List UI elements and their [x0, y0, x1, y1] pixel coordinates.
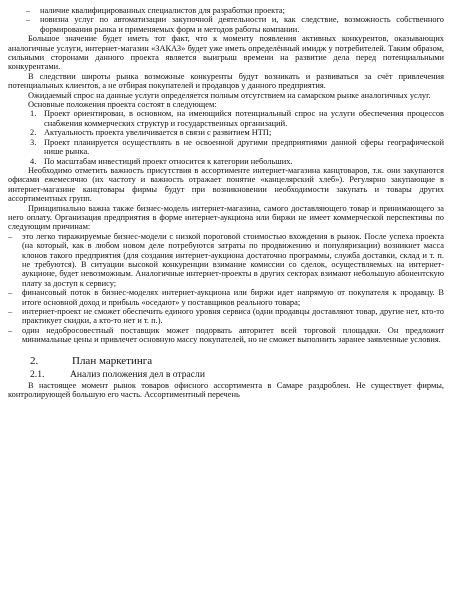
- paragraph: Необходимо отметить важность присутствия в ассортименте интернет-магазина канцтоваров, т.к. они закупаются офисами ежемесячно (их частоту и важность отражает понятие «канцелярский хлеб»). Регулярно закупающие в интернет-магазине канцтовары фирмы будут при возникновении необходимости закупать и товары других ассортиментных групп.: [8, 165, 444, 204]
- bullet-mark: –: [8, 231, 13, 241]
- bullet-mark: –: [26, 15, 31, 25]
- bullet-mark: –: [8, 288, 13, 298]
- item-number: 1.: [30, 109, 37, 119]
- subsection-number: 2.1.: [30, 368, 45, 380]
- numbered-item: [8, 128, 444, 137]
- bullet-item: [8, 6, 444, 15]
- item-number: 4.: [30, 156, 37, 166]
- reason-text: это легко тиражируемые бизнес-модели с низкой пороговой стоимостью вхождения в рынок. После успеха проекта (на который, как в любом новом деле потребуются затраты по продвижению и популяризации) возникнет масса клонов такого предприятия (для создания интернет-аукциона достаточно программы, служба доставки, склад и т. п. не требуются). В ситуации высокой конкуренции взимание комиссии со сделок, осуществляемых на интернет-аукционе, будет невозможным. Аналогичные интернет-проекты в других секторах взимают небольшую абонентскую плату за доступ к сервису;: [22, 231, 444, 288]
- section-heading: [8, 355, 444, 368]
- paragraph: Большое значение будет иметь тот факт, что к моменту появления активных конкурентов, оказывающих аналогичные услуги, интернет-магазин «ЗАКАЗ» будет уже иметь определённый имидж у потребителей. Таким образом, сильными сторонами данного проекта является выигрыш времени на развитие дела перед потенциальными конкурентами.: [8, 34, 444, 72]
- reason-item: [8, 232, 444, 288]
- reason-text: финансовый поток в бизнес-моделях интернет-аукциона или биржи идет напрямую от покупателя к продавцу. В итоге основной доход и прибыль «оседают» у поставщиков реального товара;: [22, 288, 444, 307]
- paragraph: Основные положения проекта состоят в следующем:: [28, 100, 217, 110]
- numbered-item: [8, 138, 444, 157]
- reason-text: один недобросовестный поставщик может подорвать авторитет всей торговой площадки. Он предложит минимальные цены и привлечет основную массу покупателей, но не сможет выполнить заранее заявленные условия.: [22, 325, 444, 345]
- bullet-mark: –: [8, 325, 13, 335]
- bullet-text: новизна услуг по автоматизации закупочной деятельности и, как следствие, возможность собственного формирования рынка и применяемых форм и методов работы компании.: [40, 15, 444, 34]
- reason-text: интернет-проект не сможет обеспечить единого уровня сервиса (одни продавцы доставляют товар, другие нет, кто-то практикует скидки, а кто-то нет и т. п.).: [22, 307, 444, 326]
- bullet-mark: –: [26, 6, 31, 15]
- numbered-item: [8, 157, 444, 166]
- item-text: По масштабам инвестиций проект относится к категории небольших.: [44, 156, 293, 166]
- section-title: План маркетинга: [72, 354, 153, 367]
- subsection-title: Анализ положения дел в отрасли: [70, 368, 205, 380]
- bullet-mark: –: [8, 307, 13, 316]
- numbered-item: [8, 109, 444, 128]
- paragraph: В следствии широты рынка возможные конкуренты будут возникать и развиваться за счёт привлечения потенциальных клиентов, а не отбирая покупателей и продавцов у данного предприятия.: [8, 71, 444, 91]
- item-text: Актуальность проекта увеличивается в связи с развитием НТП;: [44, 128, 272, 138]
- paragraph: В настоящее момент рынок товаров офисного ассортимента в Самаре раздроблен. Не существует фирмы, контролирующей большую его часть. Ассортиментный перечень: [8, 380, 444, 400]
- section-number: 2.: [30, 354, 39, 367]
- reason-item: [8, 288, 444, 307]
- item-number: 2.: [30, 128, 37, 138]
- item-text: Проект ориентирован, в основном, на имеющийся потенциальный спрос на услуги обеспечения процессов снабжения коммерческих структур и государственных организаций.: [44, 109, 444, 128]
- subsection-heading: [8, 369, 444, 380]
- paragraph: Ожидаемый спрос на данные услуги определяется полным отсутствием на самарском рынке аналогичных услуг.: [28, 90, 431, 100]
- bullet-item: [8, 15, 444, 34]
- reason-item: [8, 326, 444, 345]
- bullet-text: наличие квалифицированных специалистов для разработки проекта;: [40, 6, 285, 15]
- reason-item: [8, 307, 444, 326]
- item-text: Проект планируется осуществлять в не освоенной другими предприятиями данной сферы географической нише рынка.: [44, 137, 444, 157]
- item-number: 3.: [30, 137, 37, 147]
- paragraph: Принципиально важна также бизнес-модель интернет-магазина, самого доставляющего товар и принимающего за него оплату. Организация предприятия в форме интернет-аукциона или биржи не имеет коммерческой перспективы по следующим причинам:: [8, 203, 444, 232]
